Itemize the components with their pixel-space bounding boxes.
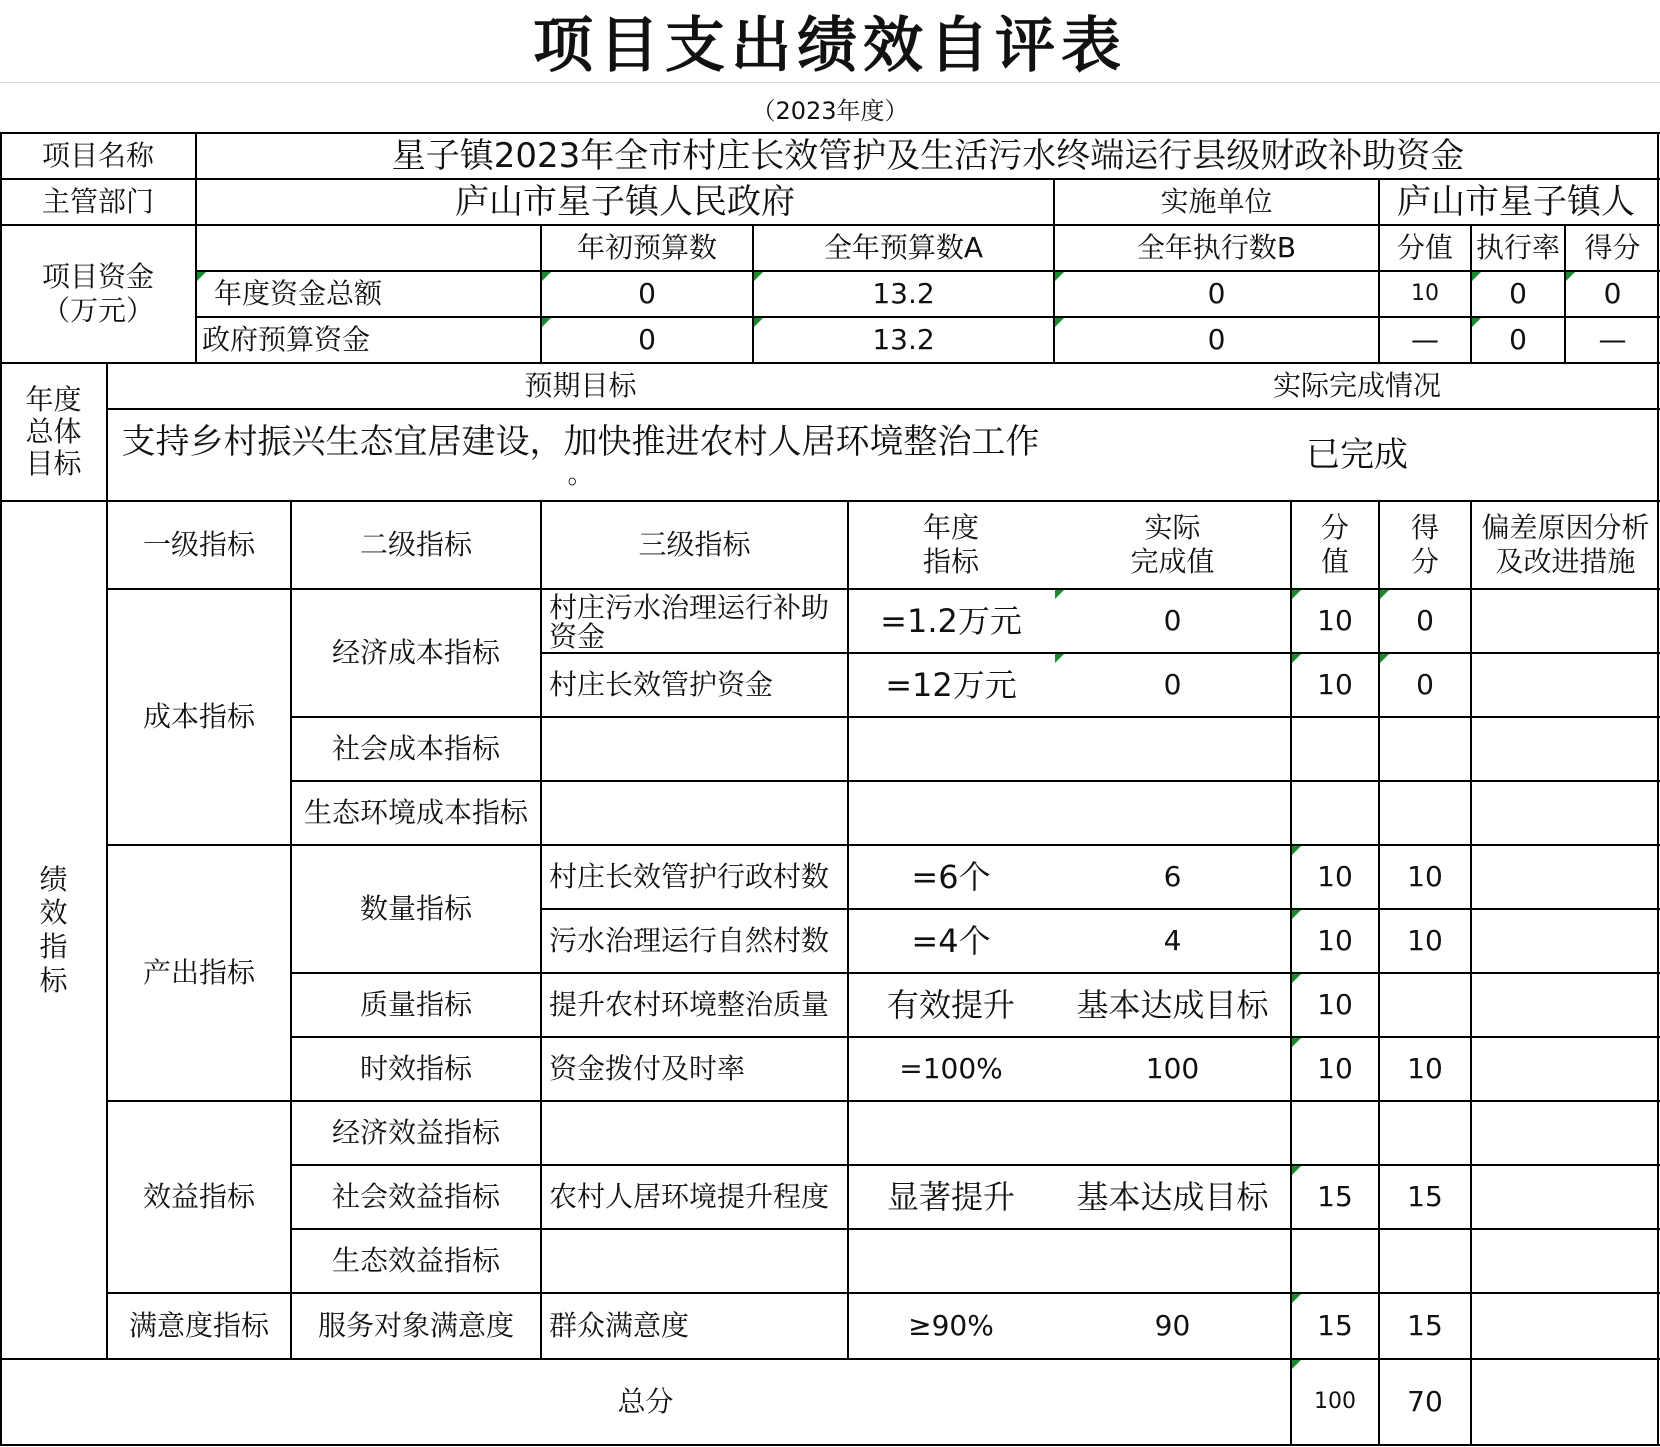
cell-marker-icon [1292, 1294, 1301, 1303]
funds-header-initial: 年初预算数 [576, 231, 717, 265]
cell-marker-icon [754, 318, 763, 327]
sheet-title: 项目支出绩效自评表 [533, 11, 1127, 81]
indicator-score-value: 10 [1317, 924, 1353, 958]
indicator-name: 村庄长效管护资金 [549, 668, 774, 702]
project-name-label: 项目名称 [41, 139, 154, 173]
indicator-actual: 0 [1163, 604, 1182, 638]
header-annual-target [848, 501, 1054, 589]
dept-value: 庐山市星子镇人民政府 [455, 181, 795, 222]
header-annual-target-line: 指标 [922, 545, 979, 578]
header-level2: 二级指标 [359, 528, 472, 562]
funds-row-annual: 13.2 [872, 323, 935, 357]
group-benefit: 效益指标 [142, 1180, 255, 1214]
perf-label-char: 标 [39, 963, 68, 997]
indicator-target: ≥90% [908, 1309, 994, 1343]
l2-economic-cost: 经济成本指标 [331, 636, 500, 670]
header-actual-value-line: 实际 [1144, 511, 1201, 545]
cell-marker-icon [1292, 1166, 1301, 1175]
indicator-name: 提升农村环境整治质量 [549, 988, 830, 1022]
header-score-char: 分 [1410, 545, 1439, 578]
indicator-target: =4个 [911, 921, 991, 960]
indicator-actual: 6 [1163, 860, 1182, 894]
impl-value: 庐山市星子镇人 [1397, 181, 1635, 222]
indicator-score [1379, 973, 1471, 1037]
funds-row-rate: 0 [1509, 323, 1527, 357]
indicator-name: 农村人居环境提升程度 [549, 1180, 830, 1214]
cell-marker-icon [754, 272, 763, 281]
cell-marker-icon [1566, 272, 1575, 281]
header-score-value-char: 分 [1320, 511, 1349, 545]
expected-goal-text [107, 409, 1054, 501]
cell-marker-icon [542, 272, 551, 281]
cell-marker-icon [1055, 318, 1064, 327]
indicator-score: 10 [1407, 1052, 1443, 1086]
l2-timeliness: 时效指标 [359, 1052, 472, 1086]
cell-marker-icon [1472, 318, 1481, 327]
funds-label-line2: （万元） [41, 294, 154, 327]
indicator-name: 污水治理运行自然村数 [549, 924, 830, 958]
group-output: 产出指标 [142, 956, 255, 990]
funds-row-annual: 13.2 [872, 277, 935, 311]
indicator-score-value: 10 [1317, 860, 1353, 894]
indicator-score-value: 10 [1317, 1052, 1353, 1086]
funds-header-score: 得分 [1584, 231, 1641, 265]
indicator-name: 村庄长效管护行政村数 [549, 860, 830, 894]
header-actual-value-line: 完成值 [1130, 545, 1215, 578]
perf-label-char: 指 [39, 930, 68, 963]
funds-row-score: — [1598, 323, 1627, 357]
funds-label [0, 225, 196, 363]
header-deviation-line: 偏差原因分析 [1481, 511, 1650, 545]
indicator-target: =100% [899, 1052, 1003, 1086]
indicator-target: =12万元 [885, 665, 1017, 704]
goal-label-line3: 目标 [25, 447, 82, 481]
header-level1: 一级指标 [142, 528, 255, 562]
l2-eco-benefit: 生态效益指标 [331, 1244, 500, 1278]
indicator-actual: 基本达成目标 [1076, 1177, 1269, 1216]
funds-row-score-value: — [1411, 323, 1439, 357]
funds-header-executed: 全年执行数B [1136, 231, 1297, 265]
impl-label: 实施单位 [1160, 185, 1273, 219]
funds-header-score-value: 分值 [1396, 231, 1453, 265]
expected-goal-line: 支持乡村振兴生态宜居建设，加快推进农村人居环境整治工作 [121, 421, 1040, 462]
indicator-score: 15 [1407, 1309, 1443, 1343]
project-name-value: 星子镇2023年全市村庄长效管护及生活污水终端运行县级财政补助资金 [391, 135, 1465, 176]
cell-marker-icon [1292, 846, 1301, 855]
actual-completion-text: 已完成 [1306, 434, 1408, 475]
indicator-score: 0 [1416, 604, 1434, 638]
indicator-score-value: 10 [1317, 668, 1353, 702]
indicator-score: 10 [1407, 924, 1443, 958]
perf-label-char: 效 [39, 896, 68, 930]
goal-label [0, 363, 107, 501]
total-score: 70 [1407, 1385, 1443, 1419]
funds-row-score-value: 10 [1411, 280, 1439, 306]
cell-marker-icon [1292, 974, 1301, 983]
title-divider [0, 82, 1660, 83]
funds-row-executed: 0 [1207, 323, 1226, 357]
header-actual-value [1054, 501, 1291, 589]
funds-row-name: 年度资金总额 [214, 277, 383, 311]
indicator-name: 资金拨付及时率 [549, 1052, 746, 1086]
indicator-score: 0 [1416, 668, 1434, 702]
year-label: （2023年度） [751, 96, 909, 125]
cell-marker-icon [1292, 590, 1301, 599]
cell-marker-icon [1380, 590, 1389, 599]
header-level3: 三级指标 [638, 528, 751, 562]
indicator-name: 群众满意度 [549, 1309, 690, 1343]
l2-eco-cost: 生态环境成本指标 [303, 796, 528, 830]
cell-marker-icon [1292, 1360, 1301, 1369]
l2-quality: 质量指标 [359, 988, 472, 1022]
cell-marker-icon [1292, 654, 1301, 663]
indicator-score-value: 15 [1317, 1309, 1353, 1343]
funds-row-name: 政府预算资金 [202, 323, 371, 357]
cell-marker-icon [1472, 272, 1481, 281]
perf-label-char: 绩 [39, 862, 68, 896]
indicator-score: 10 [1407, 860, 1443, 894]
l2-social-benefit: 社会效益指标 [331, 1180, 500, 1214]
cell-marker-icon [1292, 910, 1301, 919]
actual-completion-header: 实际完成情况 [1272, 369, 1441, 403]
cell-marker-icon [542, 318, 551, 327]
funds-row-rate: 0 [1509, 277, 1527, 311]
funds-row-initial: 0 [638, 277, 656, 311]
cell-marker-icon [1380, 654, 1389, 663]
indicator-actual: 0 [1163, 668, 1182, 702]
header-deviation [1471, 501, 1660, 589]
funds-header-rate: 执行率 [1475, 231, 1560, 265]
funds-header-annual: 全年预算数A [823, 231, 984, 265]
header-deviation-line: 及改进措施 [1495, 545, 1636, 578]
header-score [1379, 501, 1471, 589]
group-satisfaction: 满意度指标 [128, 1309, 269, 1343]
l2-service-satisfaction: 服务对象满意度 [317, 1309, 514, 1343]
l2-economic-benefit: 经济效益指标 [331, 1116, 500, 1150]
group-cost: 成本指标 [142, 700, 255, 734]
funds-label-line1: 项目资金 [41, 260, 154, 294]
indicator-score: 15 [1407, 1180, 1443, 1214]
goal-label-line1: 年度 [25, 382, 82, 416]
indicator-target: 显著提升 [886, 1177, 1015, 1216]
funds-row-initial: 0 [638, 323, 656, 357]
cell-marker-icon [1055, 590, 1064, 599]
indicator-target: 有效提升 [886, 985, 1015, 1024]
dept-label: 主管部门 [41, 185, 154, 219]
indicator-actual: 基本达成目标 [1076, 985, 1269, 1024]
header-annual-target-line: 年度 [922, 511, 979, 545]
indicator-actual: 100 [1145, 1052, 1200, 1086]
performance-label [0, 501, 107, 1359]
funds-row-executed: 0 [1207, 277, 1226, 311]
l2-social-cost: 社会成本指标 [331, 732, 500, 766]
l2-quantity: 数量指标 [359, 892, 472, 926]
indicator-score-value: 10 [1317, 604, 1353, 638]
expected-goal-header: 预期目标 [524, 369, 637, 403]
cell-marker-icon [197, 272, 206, 281]
goal-label-line2: 总体 [25, 414, 82, 448]
cell-marker-icon [1055, 654, 1064, 663]
indicator-target: =1.2万元 [880, 601, 1022, 640]
expected-goal-tail: 。 [567, 460, 594, 491]
total-score-value: 100 [1314, 1388, 1356, 1414]
indicator-name: 村庄污水治理运行补助资金 [549, 591, 830, 653]
header-score-char: 得 [1410, 511, 1439, 545]
indicator-target: =6个 [911, 857, 991, 896]
funds-row-score: 0 [1603, 277, 1622, 311]
indicator-actual: 90 [1154, 1309, 1191, 1343]
indicator-actual: 4 [1163, 924, 1182, 958]
header-score-value-char: 值 [1320, 545, 1349, 578]
total-label: 总分 [617, 1385, 674, 1419]
header-score-value [1291, 501, 1379, 589]
indicator-score-value: 15 [1317, 1180, 1353, 1214]
cell-marker-icon [1055, 272, 1064, 281]
cell-marker-icon [1292, 1038, 1301, 1047]
indicator-score-value: 10 [1317, 988, 1353, 1022]
